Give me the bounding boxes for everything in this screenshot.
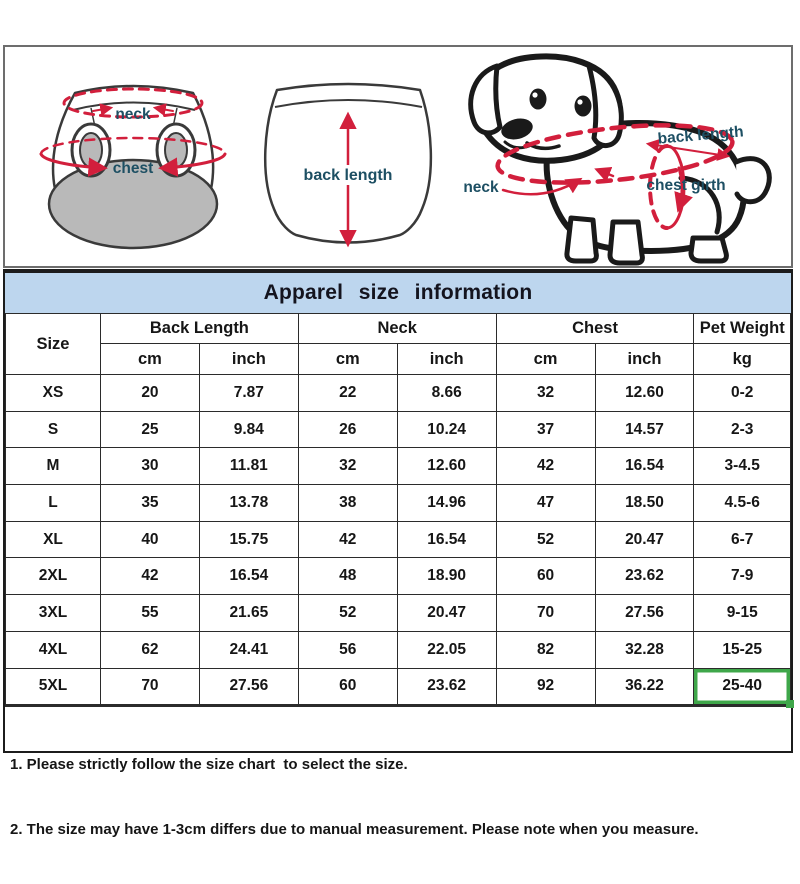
value-cell: 56: [298, 631, 397, 668]
unit-header: inch: [397, 344, 496, 375]
col-header-pet-weight: Pet Weight: [694, 314, 791, 344]
table-row: [6, 521, 791, 558]
col-header-chest: Chest: [496, 314, 694, 344]
value-cell: 55: [100, 595, 199, 632]
value-cell: 6-7: [694, 521, 791, 558]
table-row: [6, 558, 791, 595]
value-cell: 14.96: [397, 485, 496, 522]
note-line: 1. Please strictly follow the size chart to select the size.: [10, 755, 408, 773]
unit-header: cm: [496, 344, 595, 375]
col-header-neck: Neck: [298, 314, 496, 344]
table-title: Apparel size information: [5, 273, 791, 313]
table-row: [6, 668, 791, 705]
dog-eye: [575, 96, 592, 117]
value-cell: 27.56: [199, 668, 298, 705]
value-cell: 16.54: [199, 558, 298, 595]
value-cell: 38: [298, 485, 397, 522]
size-table-section: [3, 269, 793, 838]
value-cell: 4.5-6: [694, 485, 791, 522]
table-row: [6, 485, 791, 522]
size-notes: [5, 705, 791, 884]
size-cell: M: [6, 448, 101, 485]
value-cell: 11.81: [199, 448, 298, 485]
value-cell: 15-25: [694, 631, 791, 668]
value-cell: 9-15: [694, 595, 791, 632]
value-cell: 8.66: [397, 375, 496, 412]
value-cell: 15.75: [199, 521, 298, 558]
value-cell: 12.60: [595, 375, 694, 412]
value-cell: 60: [496, 558, 595, 595]
size-cell: 2XL: [6, 558, 101, 595]
value-cell: 0-2: [694, 375, 791, 412]
value-cell: 42: [298, 521, 397, 558]
unit-header: kg: [694, 344, 791, 375]
value-cell: 36.22: [595, 668, 694, 705]
size-cell: XL: [6, 521, 101, 558]
value-cell: 23.62: [595, 558, 694, 595]
size-cell: 4XL: [6, 631, 101, 668]
unit-header: inch: [595, 344, 694, 375]
highlighted-value-cell: 25-40: [694, 668, 791, 705]
value-cell: 13.78: [199, 485, 298, 522]
value-cell: 16.54: [595, 448, 694, 485]
unit-header: cm: [298, 344, 397, 375]
value-cell: 62: [100, 631, 199, 668]
unit-header: inch: [199, 344, 298, 375]
value-cell: 47: [496, 485, 595, 522]
back-length-label: back length: [303, 167, 393, 184]
value-cell: 32: [298, 448, 397, 485]
value-cell: 37: [496, 411, 595, 448]
value-cell: 18.90: [397, 558, 496, 595]
value-cell: 22.05: [397, 631, 496, 668]
value-cell: 30: [100, 448, 199, 485]
value-cell: 48: [298, 558, 397, 595]
size-cell: 5XL: [6, 668, 101, 705]
value-cell: 14.57: [595, 411, 694, 448]
measurement-diagram-panel: [3, 45, 793, 268]
value-cell: 27.56: [595, 595, 694, 632]
value-cell: 23.62: [397, 668, 496, 705]
value-cell: 32.28: [595, 631, 694, 668]
value-cell: 92: [496, 668, 595, 705]
value-cell: 70: [100, 668, 199, 705]
dog-eye: [530, 89, 547, 110]
garment-back-diagram: [256, 78, 441, 258]
table-row: [6, 595, 791, 632]
dog-measure-diagram: [443, 50, 793, 264]
chest-girth-label: chest girth: [646, 177, 726, 194]
value-cell: 3-4.5: [694, 448, 791, 485]
neck-label: neck: [115, 106, 151, 123]
value-cell: 32: [496, 375, 595, 412]
value-cell: 24.41: [199, 631, 298, 668]
size-cell: 3XL: [6, 595, 101, 632]
unit-header: cm: [100, 344, 199, 375]
value-cell: 70: [496, 595, 595, 632]
value-cell: 20.47: [595, 521, 694, 558]
header-group-row: [6, 314, 791, 344]
value-cell: 9.84: [199, 411, 298, 448]
table-row: [6, 448, 791, 485]
value-cell: 10.24: [397, 411, 496, 448]
value-cell: 18.50: [595, 485, 694, 522]
value-cell: 7.87: [199, 375, 298, 412]
header-unit-row: [6, 344, 791, 375]
size-cell: XS: [6, 375, 101, 412]
value-cell: 25: [100, 411, 199, 448]
value-cell: 35: [100, 485, 199, 522]
value-cell: 26: [298, 411, 397, 448]
size-cell: S: [6, 411, 101, 448]
size-table: [5, 313, 791, 705]
value-cell: 82: [496, 631, 595, 668]
value-cell: 20: [100, 375, 199, 412]
value-cell: 42: [100, 558, 199, 595]
col-header-back-length: Back Length: [100, 314, 298, 344]
value-cell: 16.54: [397, 521, 496, 558]
value-cell: 22: [298, 375, 397, 412]
value-cell: 42: [496, 448, 595, 485]
value-cell: 52: [496, 521, 595, 558]
dog-back-length-label: back length: [656, 123, 745, 148]
table-row: [6, 375, 791, 412]
col-header-size: Size: [6, 314, 101, 375]
value-cell: 7-9: [694, 558, 791, 595]
size-table-body: [6, 375, 791, 705]
size-cell: L: [6, 485, 101, 522]
table-row: [6, 631, 791, 668]
value-cell: 2-3: [694, 411, 791, 448]
value-cell: 21.65: [199, 595, 298, 632]
value-cell: 12.60: [397, 448, 496, 485]
garment-front-diagram: [31, 77, 236, 257]
value-cell: 40: [100, 521, 199, 558]
dog-neck-label: neck: [463, 179, 499, 196]
chest-label: chest: [112, 160, 154, 177]
value-cell: 60: [298, 668, 397, 705]
note-line: 2. The size may have 1-3cm differs due to manual measurement. Please note when you measure.: [10, 820, 699, 838]
value-cell: 20.47: [397, 595, 496, 632]
dog-drawing: [471, 56, 770, 263]
table-row: [6, 411, 791, 448]
value-cell: 52: [298, 595, 397, 632]
